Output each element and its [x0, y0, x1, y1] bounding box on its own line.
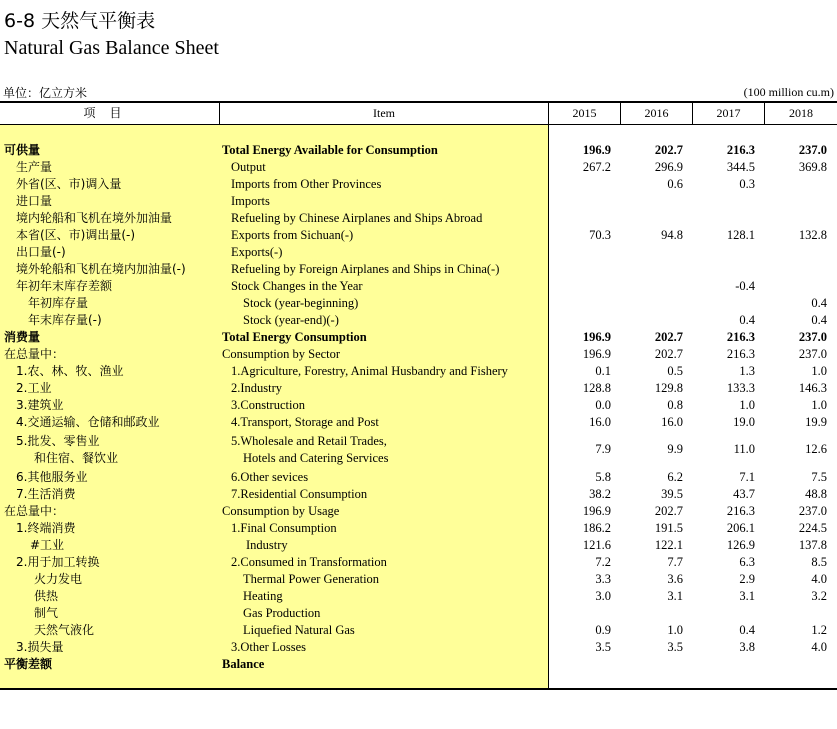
row-label-en: 1.Final Consumption	[231, 521, 337, 535]
row-label-en: Refueling by Foreign Airplanes and Ships in China(-)	[231, 262, 500, 276]
table-row	[0, 363, 837, 380]
table-row	[0, 414, 837, 431]
table-row	[0, 397, 837, 414]
column-header-project: 项目	[83, 106, 136, 120]
table-bottom-rule	[0, 688, 837, 690]
row-label-en: 2.Consumed in Transformation	[231, 555, 387, 569]
value-cell-2017: 126.9	[726, 538, 755, 552]
value-cell-2017: 216.3	[726, 347, 755, 361]
row-label-cn: 6.其他服务业	[16, 470, 88, 484]
header-bottom-rule	[0, 124, 837, 125]
row-label-en: Total Energy Available for Consumption	[222, 143, 438, 157]
value-cell-2015: 7.2	[595, 555, 611, 569]
value-cell-2015: 186.2	[582, 521, 611, 535]
unit-label-cn: 单位：亿立方米	[3, 86, 88, 100]
row-label-cn: 供热	[34, 589, 59, 603]
row-label-cn: 进口量	[16, 194, 53, 208]
value-cell-2016: 0.8	[667, 398, 683, 412]
table-row	[0, 142, 837, 159]
row-label-cn: 4.交通运输、仓储和邮政业	[16, 415, 160, 429]
row-label-en: Industry	[246, 538, 288, 552]
value-cell-2018: 8.5	[811, 555, 827, 569]
row-label-cn: 平衡差额	[4, 657, 53, 671]
value-cell-2018: 369.8	[798, 160, 827, 174]
value-cell-2017: 3.1	[739, 589, 755, 603]
value-cell-2017: 0.4	[739, 623, 755, 637]
table-row	[0, 469, 837, 486]
value-cell-2018: 12.6	[805, 442, 827, 456]
value-cell-2016: 129.8	[654, 381, 683, 395]
value-cell-2015: 267.2	[582, 160, 611, 174]
value-cell-2018: 4.0	[811, 640, 827, 654]
table-row	[0, 176, 837, 193]
table-row	[0, 571, 837, 588]
row-label-en: 3.Construction	[231, 398, 305, 412]
value-cell-2018: 0.4	[811, 296, 827, 310]
value-cell-2018: 1.0	[811, 364, 827, 378]
value-cell-2017: 7.1	[739, 470, 755, 484]
value-cell-2015: 3.5	[595, 640, 611, 654]
value-cell-2017: 206.1	[726, 521, 755, 535]
row-label-cn: 本省(区、市)调出量(-)	[16, 228, 136, 242]
row-label-cn: 生产量	[16, 160, 53, 174]
value-cell-2017: 133.3	[726, 381, 755, 395]
table-row	[0, 622, 837, 639]
row-label-en: Liquefied Natural Gas	[243, 623, 355, 637]
row-label-cn: 1.终端消费	[16, 521, 76, 535]
row-label-en: Refueling by Chinese Airplanes and Ships Abroad	[231, 211, 483, 225]
row-label-en: 6.Other sevices	[231, 470, 309, 484]
value-cell-2015: 196.9	[582, 143, 611, 157]
value-cell-2015: 0.9	[595, 623, 611, 637]
table-row	[0, 656, 837, 673]
table-row	[0, 639, 837, 656]
row-label-en: Gas Production	[243, 606, 321, 620]
row-label-cn-line2: 和住宿、餐饮业	[34, 451, 119, 465]
column-header-year: 2015	[572, 106, 597, 120]
row-label-en: 2.Industry	[231, 381, 283, 395]
value-cell-2018: 48.8	[805, 487, 827, 501]
value-cell-2015: 0.0	[595, 398, 611, 412]
value-cell-2017: 19.0	[733, 415, 755, 429]
value-cell-2016: 122.1	[654, 538, 683, 552]
table-row	[0, 588, 837, 605]
value-cell-2018: 19.9	[805, 415, 827, 429]
row-label-en: 4.Transport, Storage and Post	[231, 415, 379, 429]
value-cell-2017: 216.3	[726, 143, 755, 157]
value-cell-2015: 121.6	[582, 538, 611, 552]
row-label-cn: 1.农、林、牧、渔业	[16, 364, 124, 378]
value-cell-2016: 16.0	[661, 415, 683, 429]
value-cell-2016: 3.6	[667, 572, 683, 586]
value-cell-2015: 3.0	[595, 589, 611, 603]
value-cell-2016: 202.7	[654, 504, 683, 518]
value-cell-2018: 146.3	[798, 381, 827, 395]
column-header-year: 2017	[716, 106, 741, 120]
value-cell-2017: 6.3	[739, 555, 755, 569]
row-label-cn: 制气	[34, 606, 59, 620]
table-row	[0, 159, 837, 176]
row-label-cn: #工业	[30, 538, 65, 552]
value-cell-2018: 137.8	[798, 538, 827, 552]
column-header-item: Item	[373, 106, 395, 120]
value-cell-2017: 128.1	[726, 228, 755, 242]
table-row	[0, 554, 837, 571]
row-label-en: Balance	[222, 657, 265, 671]
row-label-cn: 3.损失量	[16, 640, 64, 654]
value-cell-2017: 11.0	[733, 442, 755, 456]
row-label-cn: 出口量(-)	[16, 245, 66, 259]
row-label-en: Stock (year-end)(-)	[243, 313, 339, 327]
table-row	[0, 346, 837, 363]
value-cell-2016: 39.5	[661, 487, 683, 501]
value-cell-2018: 237.0	[798, 504, 827, 518]
table-row	[0, 380, 837, 397]
value-cell-2015: 196.9	[582, 347, 611, 361]
row-label-cn: 境外轮船和飞机在境内加油量(-)	[16, 262, 186, 276]
table-row	[0, 486, 837, 503]
table-row	[0, 261, 837, 278]
value-cell-2018: 1.2	[811, 623, 827, 637]
table-row	[0, 433, 837, 467]
value-cell-2018: 237.0	[798, 143, 827, 157]
row-label-en: Heating	[243, 589, 283, 603]
column-header-year: 2016	[644, 106, 669, 120]
value-cell-2017: 216.3	[726, 504, 755, 518]
table-row	[0, 210, 837, 227]
value-cell-2016: 0.5	[667, 364, 683, 378]
value-cell-2016: 202.7	[654, 347, 683, 361]
table-row	[0, 295, 837, 312]
value-cell-2017: 0.3	[739, 177, 755, 191]
row-label-en: Consumption by Sector	[222, 347, 341, 361]
value-cell-2018: 132.8	[798, 228, 827, 242]
value-cell-2016: 6.2	[667, 470, 683, 484]
value-cell-2016: 202.7	[654, 330, 683, 344]
row-label-cn: 年初库存量	[28, 296, 89, 310]
row-label-cn: 在总量中：	[4, 347, 65, 361]
column-header-year: 2018	[789, 106, 813, 120]
row-label-en-line2: Hotels and Catering Services	[243, 451, 389, 465]
table-row	[0, 329, 837, 346]
value-cell-2017: 1.3	[739, 364, 755, 378]
row-label-cn: 天然气液化	[34, 623, 95, 637]
row-label-cn: 在总量中：	[4, 504, 65, 518]
value-cell-2015: 3.3	[595, 572, 611, 586]
value-cell-2017: -0.4	[735, 279, 755, 293]
row-label-cn: 7.生活消费	[16, 487, 76, 501]
row-label-en: Exports(-)	[231, 245, 283, 259]
value-cell-2017: 344.5	[726, 160, 755, 174]
row-label-en: Thermal Power Generation	[243, 572, 380, 586]
value-cell-2015: 7.9	[595, 442, 611, 456]
value-cell-2015: 5.8	[595, 470, 611, 484]
value-cell-2016: 9.9	[667, 442, 683, 456]
page-title-en: Natural Gas Balance Sheet	[4, 37, 219, 59]
row-label-en: 1.Agriculture, Forestry, Animal Husbandry and Fishery	[231, 364, 508, 378]
table-row	[0, 193, 837, 210]
unit-label-en: (100 million cu.m)	[743, 85, 834, 99]
row-label-cn: 消费量	[4, 330, 41, 344]
value-cell-2015: 16.0	[589, 415, 611, 429]
value-cell-2017: 216.3	[726, 330, 755, 344]
row-label-en: Imports	[231, 194, 270, 208]
row-label-cn: 年末库存量(-)	[28, 313, 102, 327]
value-cell-2017: 0.4	[739, 313, 755, 327]
value-cell-2018: 237.0	[798, 330, 827, 344]
table-row	[0, 244, 837, 261]
table-row	[0, 605, 837, 622]
value-cell-2015: 70.3	[589, 228, 611, 242]
value-cell-2017: 1.0	[739, 398, 755, 412]
value-cell-2017: 43.7	[733, 487, 755, 501]
row-label-en: Exports from Sichuan(-)	[231, 228, 354, 242]
row-label-en: 7.Residential Consumption	[231, 487, 368, 501]
row-label-en: Total Energy Consumption	[222, 330, 367, 344]
value-cell-2016: 202.7	[654, 143, 683, 157]
value-cell-2018: 3.2	[811, 589, 827, 603]
table-row	[0, 520, 837, 537]
value-cell-2018: 4.0	[811, 572, 827, 586]
value-cell-2017: 3.8	[739, 640, 755, 654]
row-label-cn: 外省(区、市)调入量	[16, 177, 122, 191]
value-cell-2015: 0.1	[595, 364, 611, 378]
value-cell-2017: 2.9	[739, 572, 755, 586]
value-cell-2015: 128.8	[582, 381, 611, 395]
value-cell-2016: 3.5	[667, 640, 683, 654]
row-label-cn: 2.用于加工转换	[16, 555, 100, 569]
value-cell-2016: 94.8	[661, 228, 683, 242]
value-cell-2015: 38.2	[589, 487, 611, 501]
table-row	[0, 312, 837, 329]
row-label-cn: 年初年末库存差额	[16, 279, 113, 293]
row-label-cn: 3.建筑业	[16, 398, 64, 412]
row-label-en: 3.Other Losses	[231, 640, 306, 654]
row-label-cn: 可供量	[4, 143, 41, 157]
value-cell-2016: 0.6	[667, 177, 683, 191]
row-label-cn: 境内轮船和飞机在境外加油量	[16, 211, 173, 225]
row-label-en: Imports from Other Provinces	[231, 177, 382, 191]
table-row	[0, 503, 837, 520]
row-label-en: Stock (year-beginning)	[243, 296, 359, 310]
row-label-cn: 2.工业	[16, 381, 52, 395]
value-cell-2016: 1.0	[667, 623, 683, 637]
value-cell-2018: 237.0	[798, 347, 827, 361]
table-row	[0, 537, 837, 554]
value-cell-2015: 196.9	[582, 330, 611, 344]
value-cell-2018: 1.0	[811, 398, 827, 412]
table-row	[0, 227, 837, 244]
page-title-cn: 6-8 天然气平衡表	[4, 10, 156, 32]
value-cell-2016: 3.1	[667, 589, 683, 603]
row-label-en: Consumption by Usage	[222, 504, 340, 518]
value-cell-2016: 7.7	[667, 555, 683, 569]
value-cell-2016: 191.5	[654, 521, 683, 535]
row-label-cn: 火力发电	[34, 572, 83, 586]
table-row	[0, 278, 837, 295]
row-label-en: Output	[231, 160, 266, 174]
value-cell-2018: 7.5	[811, 470, 827, 484]
row-label-cn: 5.批发、零售业	[16, 434, 100, 448]
value-cell-2015: 196.9	[582, 504, 611, 518]
value-cell-2018: 0.4	[811, 313, 827, 327]
value-cell-2018: 224.5	[798, 521, 827, 535]
row-label-en: 5.Wholesale and Retail Trades,	[231, 434, 387, 448]
row-label-en: Stock Changes in the Year	[231, 279, 363, 293]
value-cell-2016: 296.9	[654, 160, 683, 174]
